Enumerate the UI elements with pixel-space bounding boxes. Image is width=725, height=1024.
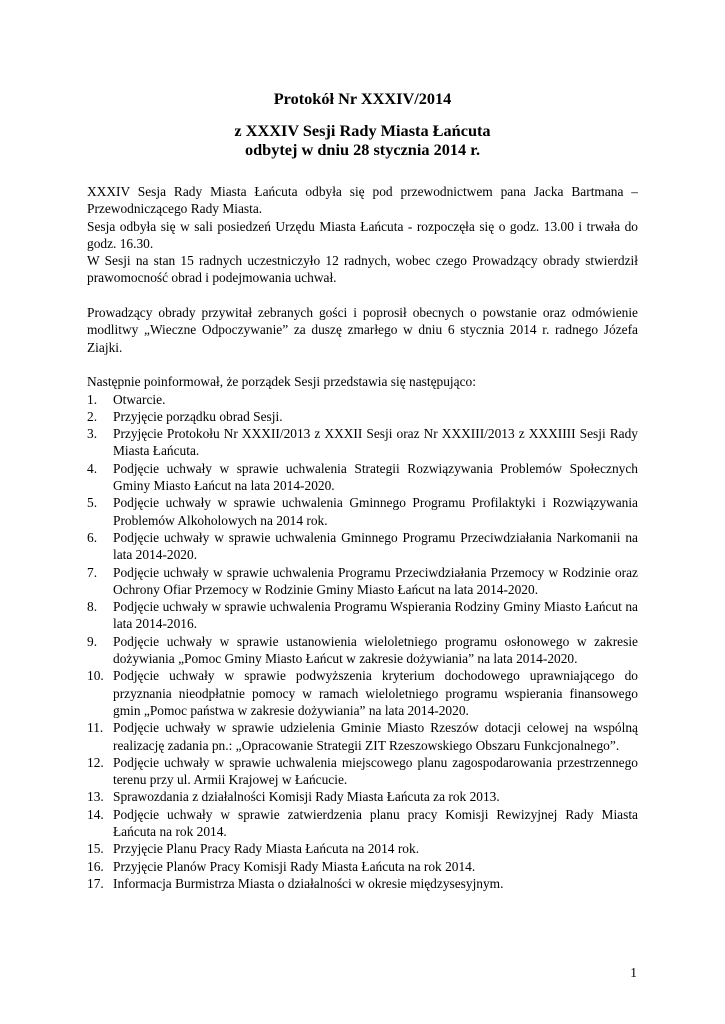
agenda-item	[87, 633, 638, 668]
agenda-item-text: Informacja Burmistrza Miasta o działalności w okresie międzysesyjnym.	[113, 875, 504, 891]
document-title: Protokół Nr XXXIV/2014	[273, 89, 452, 108]
agenda-item-number: 9.	[87, 633, 98, 649]
agenda-item-number: 2.	[87, 408, 98, 424]
agenda-item-text: Podjęcie uchwały w sprawie podwyższenia kryterium dochodowego uprawniającego do przyznania nieodpłatnie pomocy w ramach wieloletniego programu wspierania finansowego gmin „Pomoc państwa w zakresie dożywiania” na lata 2014-2020.	[113, 668, 638, 718]
agenda-item-number: 8.	[87, 599, 98, 615]
agenda-item-text: Podjęcie uchwały w sprawie uchwalenia Strategii Rozwiązywania Problemów Społecznych Gminy Miasto Łańcut na lata 2014-2020.	[113, 460, 638, 494]
agenda-item-text: Podjęcie uchwały w sprawie uchwalenia Gminnego Programu Przeciwdziałania Narkomanii na lata 2014-2020.	[113, 529, 638, 563]
page-number: 1	[630, 965, 637, 980]
agenda-item-number: 5.	[87, 495, 98, 511]
agenda-item-number: 10.	[87, 668, 104, 684]
agenda-item	[87, 806, 638, 841]
agenda-item-number: 17.	[87, 875, 104, 891]
paragraph-chair: XXXIV Sesja Rady Miasta Łańcuta odbyła się pod przewodnictwem pana Jacka Bartmana – Przewodniczącego Rady Miasta.	[87, 184, 638, 217]
agenda-item-number: 7.	[87, 564, 98, 580]
agenda-item	[87, 788, 638, 805]
agenda-item-text: Podjęcie uchwały w sprawie zatwierdzenia planu pracy Komisji Rewizyjnej Rady Miasta Łańcuta na rok 2014.	[113, 806, 638, 839]
paragraph-quorum: W Sesji na stan 15 radnych uczestniczyło 12 radnych, wobec czego Prowadzący obrady stwierdził prawomocność obrad i podejmowania uchwał.	[87, 253, 638, 286]
agenda-item-text: Przyjęcie Protokołu Nr XXXII/2013 z XXXII Sesji oraz Nr XXXIII/2013 z XXXIIII Sesji Rady Miasta Łańcuta.	[113, 426, 638, 459]
agenda-item	[87, 719, 638, 754]
agenda-item-text: Sprawozdania z działalności Komisji Rady Miasta Łańcuta za rok 2013.	[113, 789, 500, 805]
agenda-item-text: Podjęcie uchwały w sprawie uchwalenia miejscowego planu zagospodarowania przestrzennego terenu przy ul. Armii Krajowej w Łańcucie.	[113, 754, 638, 788]
document-body	[87, 183, 638, 892]
agenda-item	[87, 529, 638, 564]
agenda-item-text: Otwarcie.	[113, 391, 166, 407]
agenda-item-number: 16.	[87, 858, 104, 874]
agenda-item-number: 1.	[87, 391, 98, 407]
paragraph-agenda-intro: Następnie poinformował, że porządek Sesji przedstawia się następująco:	[87, 374, 476, 390]
agenda-item	[87, 460, 638, 495]
agenda-item-number: 14.	[87, 806, 104, 822]
agenda-list	[87, 391, 638, 893]
agenda-item	[87, 391, 638, 408]
agenda-item-number: 6.	[87, 529, 98, 545]
spacer	[87, 356, 638, 373]
agenda-item	[87, 564, 638, 599]
agenda-item-number: 15.	[87, 841, 104, 857]
agenda-item-number: 11.	[87, 720, 104, 736]
document-subtitle-line2: odbytej w dniu 28 stycznia 2014 r.	[244, 140, 481, 159]
paragraph-prayer: Prowadzący obrady przywitał zebranych gości i poprosił obecnych o powstanie oraz odmówienie modlitwy „Wieczne Odpoczywanie” za duszę zmarłego w dniu 6 stycznia 2014 r. radnego Józefa Ziajki.	[87, 305, 638, 355]
agenda-item-text: Przyjęcie Planu Pracy Rady Miasta Łańcuta na 2014 rok.	[113, 841, 420, 857]
agenda-item	[87, 667, 638, 719]
agenda-item	[87, 598, 638, 633]
agenda-item	[87, 494, 638, 529]
agenda-item-text: Podjęcie uchwały w sprawie udzielenia Gminie Miasto Rzeszów dotacji celowej na wspólną realizację zadania pn.: „Opracowanie Strategii ZIT Rzeszowskiego Obszaru Funkcjonalnego”.	[113, 720, 638, 753]
paragraph-venue: Sesja odbyła się w sali posiedzeń Urzędu Miasta Łańcuta - rozpoczęła się o godz. 13.00 i trwała do godz. 16.30.	[87, 218, 638, 251]
agenda-item-text: Podjęcie uchwały w sprawie uchwalenia Programu Przeciwdziałania Przemocy w Rodzinie oraz Ochrony Ofiar Przemocy w Rodzinie Gminy Miasto Łańcut na lata 2014-2020.	[113, 564, 638, 597]
spacer	[87, 287, 638, 304]
agenda-item-number: 12.	[87, 754, 104, 770]
document-subtitle-line1: z XXXIV Sesji Rady Miasta Łańcuta	[234, 121, 491, 140]
agenda-item-number: 3.	[87, 426, 98, 442]
agenda-item-text: Przyjęcie porządku obrad Sesji.	[113, 408, 283, 424]
agenda-item	[87, 754, 638, 789]
agenda-item-text: Przyjęcie Planów Pracy Komisji Rady Miasta Łańcuta na rok 2014.	[113, 858, 476, 874]
agenda-item-text: Podjęcie uchwały w sprawie ustanowienia wieloletniego programu osłonowego w zakresie dożywiania „Pomoc Gminy Miasto Łańcut w zakresie dożywiania” na lata 2014-2020.	[113, 633, 638, 667]
agenda-item-text: Podjęcie uchwały w sprawie uchwalenia Programu Wspierania Rodziny Gminy Miasto Łańcut na lata 2014-2016.	[113, 599, 638, 632]
agenda-item	[87, 875, 638, 892]
agenda-item	[87, 425, 638, 460]
agenda-item	[87, 840, 638, 857]
agenda-item-number: 4.	[87, 460, 98, 476]
agenda-item	[87, 858, 638, 875]
agenda-item-text: Podjęcie uchwały w sprawie uchwalenia Gminnego Programu Profilaktyki i Rozwiązywania Problemów Alkoholowych na 2014 rok.	[113, 495, 638, 528]
agenda-item-number: 13.	[87, 789, 104, 805]
agenda-item	[87, 408, 638, 425]
